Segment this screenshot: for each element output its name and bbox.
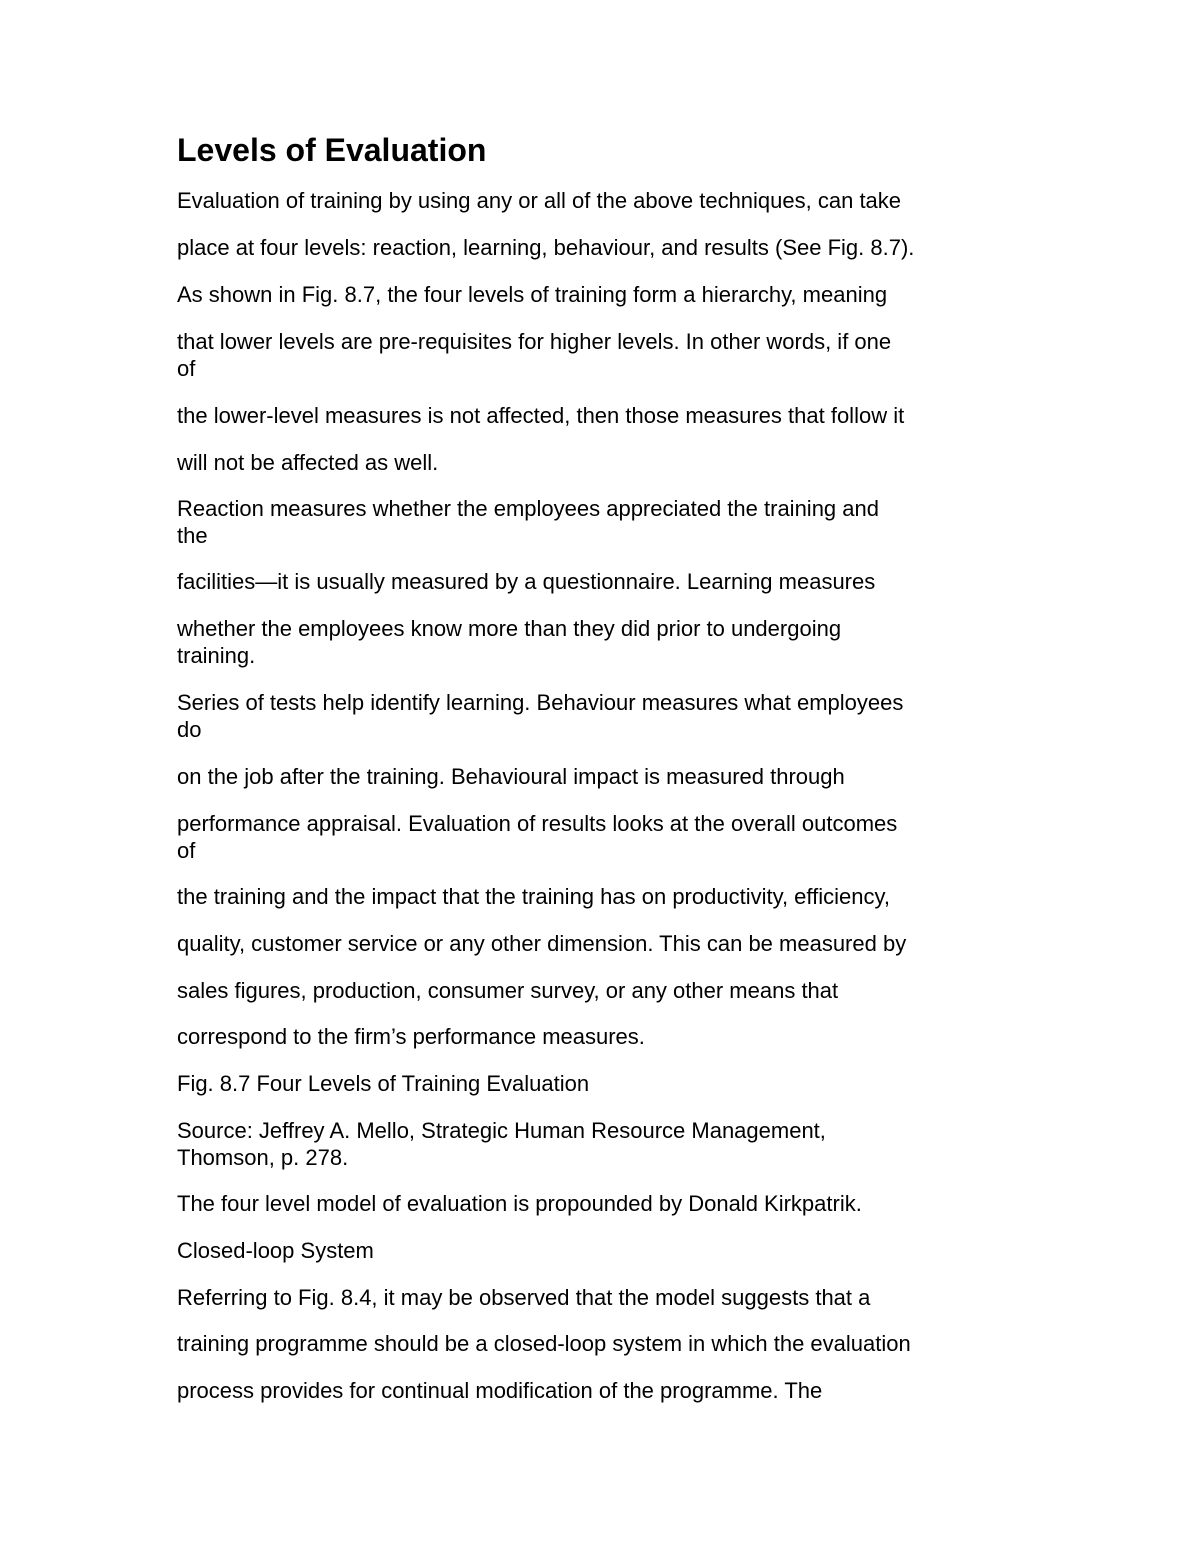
line-wrap-text: do xyxy=(177,717,202,742)
paragraph-line: quality, customer service or any other dimension. This can be measured by xyxy=(177,931,907,956)
figure-source xyxy=(177,1117,1037,1171)
paragraph-line xyxy=(177,810,1037,864)
paragraph-line: As shown in Fig. 8.7, the four levels of training form a hierarchy, meaning xyxy=(177,282,888,307)
line-text: Series of tests help identify learning. Behaviour measures what employees xyxy=(177,690,904,715)
line-wrap-text: of xyxy=(177,838,196,863)
line-text: Source: Jeffrey A. Mello, Strategic Human Resource Management, xyxy=(177,1118,826,1143)
line-wrap-text: the xyxy=(177,523,208,548)
paragraph-line: place at four levels: reaction, learning, behaviour, and results (See Fig. 8.7). xyxy=(177,235,915,260)
paragraph-line: facilities—it is usually measured by a questionnaire. Learning measures xyxy=(177,569,876,594)
paragraph-line: Referring to Fig. 8.4, it may be observed that the model suggests that a xyxy=(177,1285,871,1310)
paragraph-line: on the job after the training. Behavioural impact is measured through xyxy=(177,764,845,789)
paragraph-line xyxy=(177,689,1037,743)
paragraph-line: the training and the impact that the training has on productivity, efficiency, xyxy=(177,884,890,909)
paragraph-line: sales figures, production, consumer survey, or any other means that xyxy=(177,978,839,1003)
section-subheading: Closed-loop System xyxy=(177,1238,374,1263)
paragraph-line: training programme should be a closed-loop system in which the evaluation xyxy=(177,1331,911,1356)
line-wrap-text: of xyxy=(177,356,196,381)
page-title: Levels of Evaluation xyxy=(177,132,487,168)
line-text: performance appraisal. Evaluation of results looks at the overall outcomes xyxy=(177,811,898,836)
figure-caption: Fig. 8.7 Four Levels of Training Evaluation xyxy=(177,1071,590,1096)
paragraph-line: Evaluation of training by using any or all of the above techniques, can take xyxy=(177,188,902,213)
line-wrap-text: training. xyxy=(177,643,256,668)
line-text: whether the employees know more than they did prior to undergoing xyxy=(177,616,842,641)
paragraph-line: The four level model of evaluation is propounded by Donald Kirkpatrik. xyxy=(177,1191,862,1216)
paragraph-line: process provides for continual modification of the programme. The xyxy=(177,1378,823,1403)
line-text: Reaction measures whether the employees appreciated the training and xyxy=(177,496,879,521)
paragraph-line xyxy=(177,328,1037,382)
line-text: that lower levels are pre-requisites for higher levels. In other words, if one xyxy=(177,329,892,354)
paragraph-line: the lower-level measures is not affected, then those measures that follow it xyxy=(177,403,905,428)
paragraph-line xyxy=(177,615,1037,669)
paragraph-line xyxy=(177,495,1037,549)
line-wrap-text: Thomson, p. 278. xyxy=(177,1145,349,1170)
paragraph-line: will not be affected as well. xyxy=(177,450,439,475)
paragraph-line: correspond to the firm’s performance measures. xyxy=(177,1024,645,1049)
